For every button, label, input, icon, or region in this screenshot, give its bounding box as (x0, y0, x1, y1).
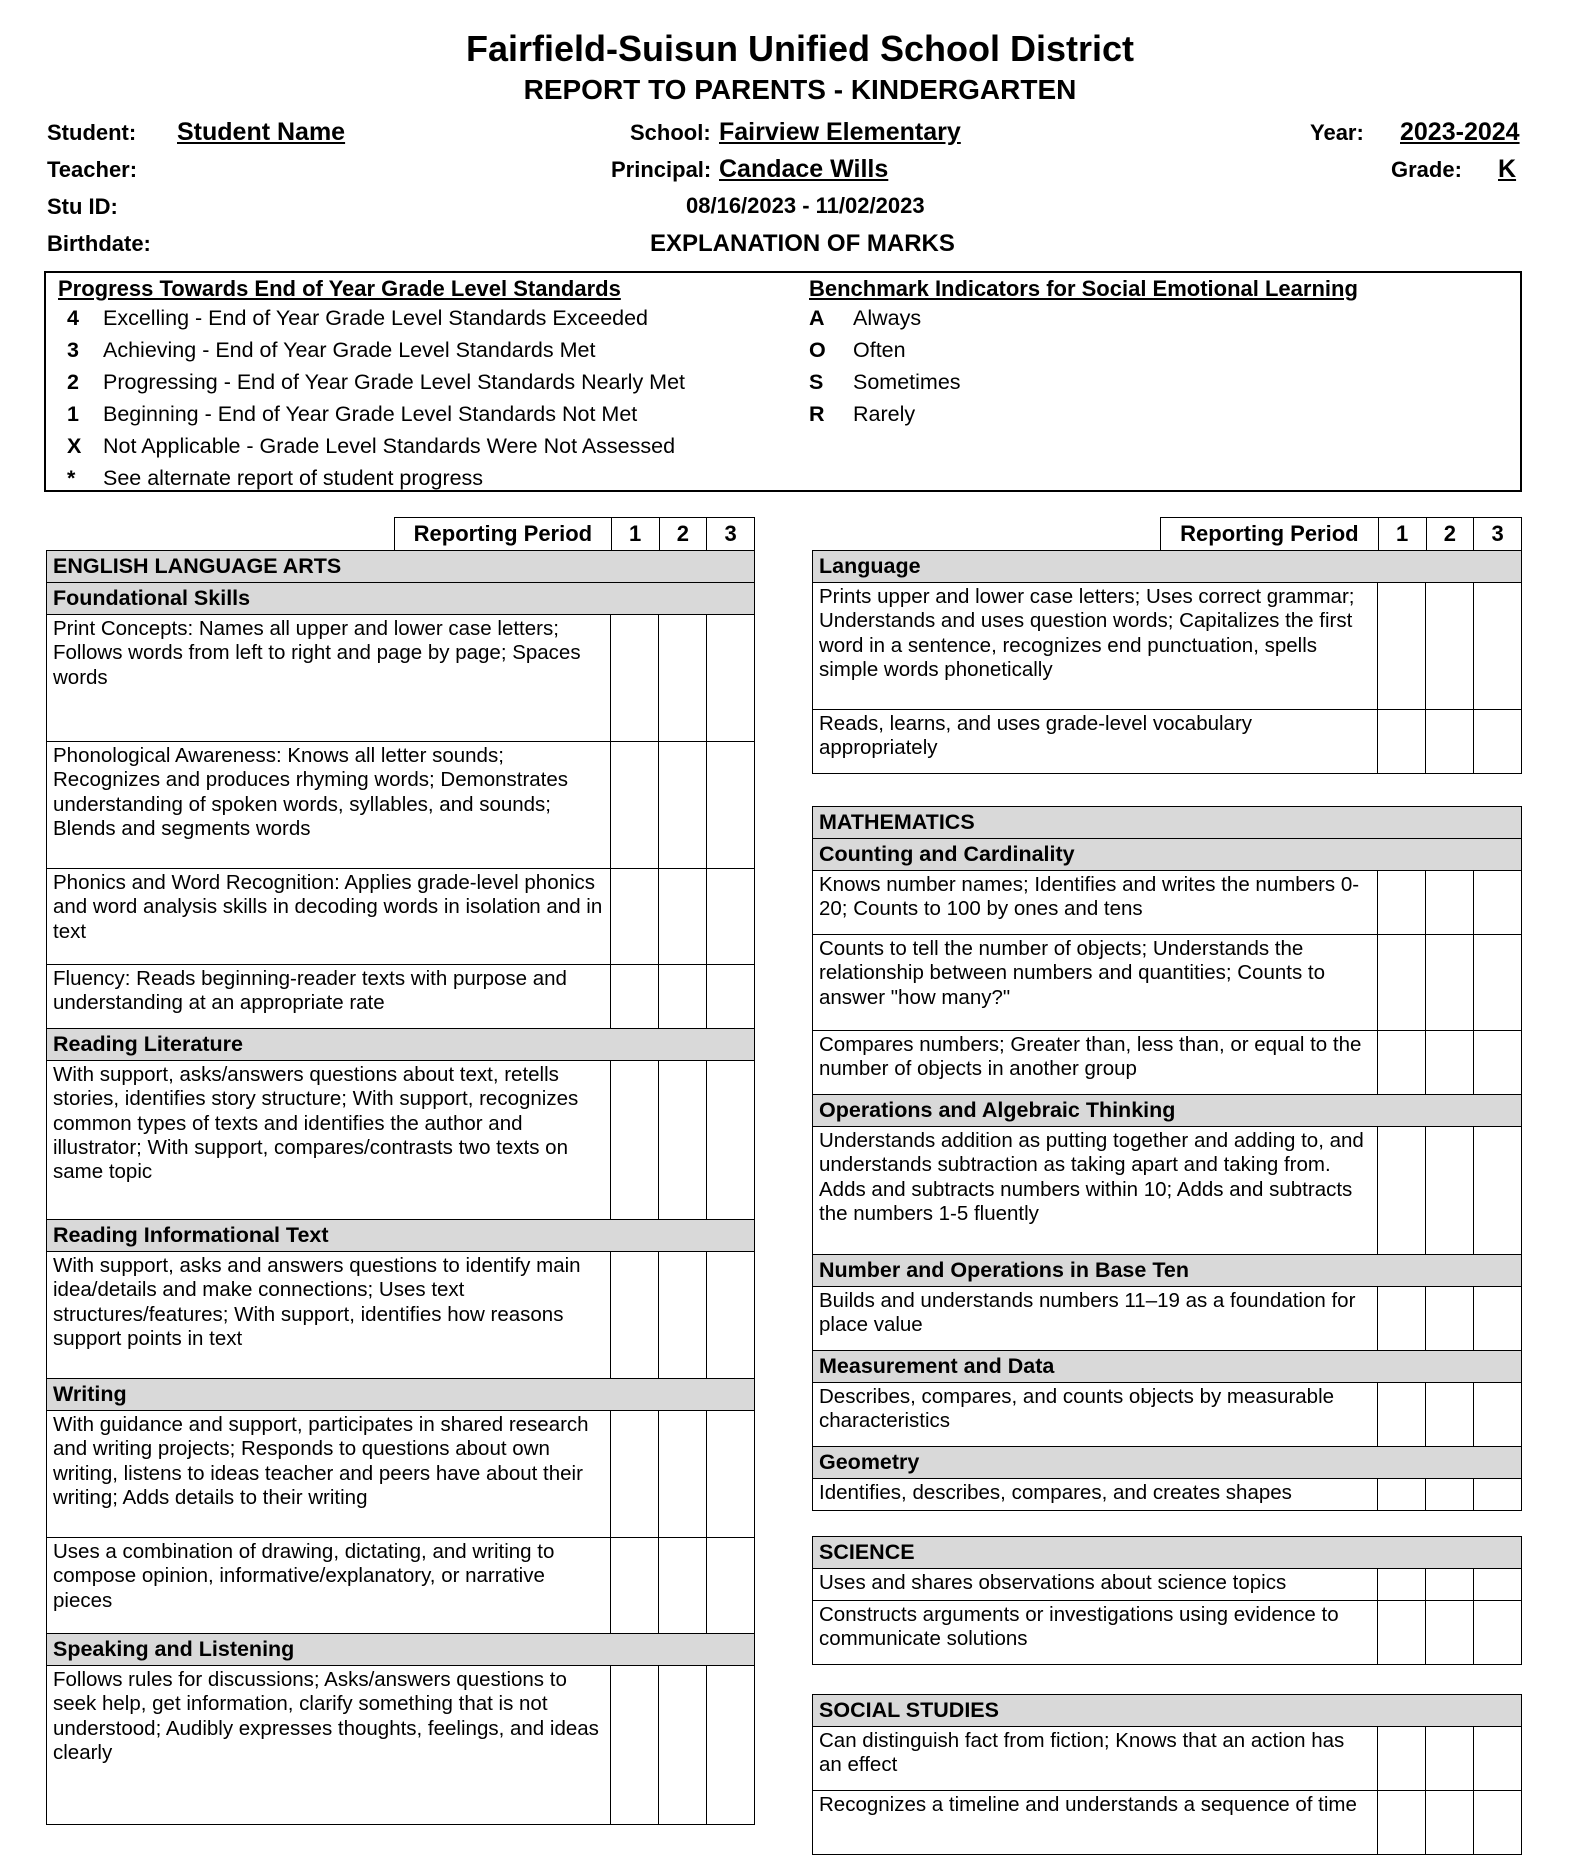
sel-mark-description: Sometimes (853, 370, 961, 394)
standard-row (813, 1127, 1521, 1255)
period-2-label: 2 (1426, 518, 1474, 550)
period-1-mark-cell (610, 1252, 658, 1378)
year-label: Year: (1310, 120, 1364, 145)
standard-description: Describes, compares, and counts objects by measurable characteristics (819, 1385, 1335, 1433)
progress-mark-code: 1 (67, 402, 79, 426)
standard-description: Can distinguish fact from fiction; Knows that an action has an effect (819, 1729, 1345, 1777)
subject-heading: SOCIAL STUDIES (813, 1695, 1521, 1727)
period-2-mark-cell (1425, 871, 1473, 934)
strand-heading: Writing (47, 1379, 754, 1411)
sel-legend-heading: Benchmark Indicators for Social Emotional Learning (809, 276, 1358, 301)
period-2-mark-cell (1425, 583, 1473, 709)
subject-heading: SCIENCE (813, 1537, 1521, 1569)
period-3-label: 3 (1473, 518, 1521, 550)
standard-row (47, 742, 754, 869)
standard-row (47, 965, 754, 1029)
period-1-mark-cell (1377, 1287, 1425, 1350)
period-3-mark-cell (706, 1252, 754, 1378)
period-2-mark-cell (1425, 1569, 1473, 1600)
period-1-mark-cell (1377, 710, 1425, 773)
birthdate-label: Birthdate: (47, 231, 151, 256)
period-1-mark-cell (610, 1061, 658, 1219)
sel-mark-code: R (809, 402, 825, 426)
period-3-mark-cell (1473, 935, 1521, 1030)
standard-description: Counts to tell the number of objects; Understands the relationship between numbers and quantities; Counts to answer "how many?" (819, 937, 1325, 1009)
period-1-mark-cell (1377, 1791, 1425, 1854)
period-3-mark-cell (1473, 1127, 1521, 1254)
period-1-mark-cell (610, 742, 658, 868)
period-2-mark-cell (658, 742, 706, 868)
period-2-mark-cell (1425, 1383, 1473, 1446)
standard-row (47, 615, 754, 742)
sel-mark-code: A (809, 306, 825, 330)
period-3-mark-cell (706, 1061, 754, 1219)
period-3-mark-cell (706, 1538, 754, 1633)
standard-row (813, 1383, 1521, 1447)
standard-row (813, 935, 1521, 1031)
period-2-mark-cell (1425, 1479, 1473, 1510)
reporting-period-header-left (394, 517, 755, 551)
standard-description: Uses a combination of drawing, dictating, and writing to compose opinion, informative/explanatory, or narrative pieces (53, 1540, 555, 1612)
period-2-mark-cell (1425, 935, 1473, 1030)
strand-heading: Geometry (813, 1447, 1521, 1479)
standard-description: Follows rules for discussions; Asks/answers questions to seek help, get information, clarify something that is not understood; Audibly expresses thoughts, feelings, and ideas clearly (53, 1668, 599, 1764)
principal-name: Candace Wills (719, 155, 889, 183)
standard-row (813, 583, 1521, 710)
student-name: Student Name (177, 118, 346, 146)
standard-row (813, 1791, 1521, 1855)
period-2-mark-cell (658, 1061, 706, 1219)
report-title: REPORT TO PARENTS - KINDERGARTEN (523, 74, 1077, 105)
mathematics-table (812, 806, 1522, 1511)
standard-description: Knows number names; Identifies and writes the numbers 0-20; Counts to 100 by ones and tens (819, 873, 1360, 921)
period-1-mark-cell (610, 869, 658, 964)
explanation-heading: EXPLANATION OF MARKS (650, 230, 955, 257)
progress-mark-description: Beginning - End of Year Grade Level Standards Not Met (103, 402, 638, 426)
period-2-mark-cell (1425, 1601, 1473, 1664)
standard-description: Builds and understands numbers 11–19 as a foundation for place value (819, 1289, 1356, 1337)
strand-heading: Measurement and Data (813, 1351, 1521, 1383)
reporting-period-label: Reporting Period (1180, 521, 1359, 546)
period-2-mark-cell (658, 869, 706, 964)
standard-description: Identifies, describes, compares, and creates shapes (819, 1481, 1292, 1504)
standard-description: Recognizes a timeline and understands a sequence of time (819, 1793, 1357, 1816)
standard-description: Constructs arguments or investigations using evidence to communicate solutions (819, 1603, 1339, 1651)
standard-row (813, 1727, 1521, 1791)
period-3-mark-cell (1473, 1791, 1521, 1854)
period-1-mark-cell (1377, 1383, 1425, 1446)
period-2-mark-cell (1425, 1727, 1473, 1790)
principal-label: Principal: (611, 157, 712, 182)
standard-row (813, 1569, 1521, 1601)
period-2-mark-cell (658, 1411, 706, 1537)
period-2-mark-cell (1425, 1127, 1473, 1254)
strand-heading: Speaking and Listening (47, 1634, 754, 1666)
period-2-mark-cell (1425, 1791, 1473, 1854)
period-3-mark-cell (706, 869, 754, 964)
standard-row (813, 1031, 1521, 1095)
progress-mark-code: 4 (67, 306, 79, 330)
subject-heading: MATHEMATICS (813, 807, 1521, 839)
progress-mark-description: Achieving - End of Year Grade Level Standards Met (103, 338, 596, 362)
standard-row (47, 869, 754, 965)
sel-mark-code: O (809, 338, 826, 362)
date-range: 08/16/2023 - 11/02/2023 (686, 193, 925, 218)
period-2-mark-cell (1425, 1287, 1473, 1350)
standard-description: Understands addition as putting together and adding to, and understands subtraction as taking apart and taking from. Adds and subtracts numbers within 10; Adds and subtracts the numbers 1-5 fluently (819, 1129, 1364, 1225)
standard-description: With support, asks/answers questions about text, retells stories, identifies story structure; With support, recognizes common types of texts and identifies the author and illustrator; With support, compares/contrasts two texts on same topic (53, 1063, 579, 1184)
sel-mark-code: S (809, 370, 824, 394)
sel-mark-description: Always (853, 306, 922, 330)
strand-heading: Operations and Algebraic Thinking (813, 1095, 1521, 1127)
progress-mark-description: Not Applicable - Grade Level Standards Were Not Assessed (103, 434, 676, 458)
period-3-mark-cell (706, 1411, 754, 1537)
period-3-mark-cell (706, 615, 754, 741)
social-studies-table (812, 1694, 1522, 1855)
standard-row (47, 1411, 754, 1538)
progress-mark-description: Progressing - End of Year Grade Level Standards Nearly Met (103, 370, 686, 394)
period-2-mark-cell (658, 1666, 706, 1824)
progress-mark-code: X (67, 434, 82, 458)
progress-mark-code: * (67, 466, 76, 490)
progress-mark-description: See alternate report of student progress (103, 466, 484, 490)
period-3-mark-cell (1473, 1383, 1521, 1446)
reporting-period-label: Reporting Period (413, 521, 593, 546)
period-1-mark-cell (1377, 1601, 1425, 1664)
period-3-mark-cell (1473, 1287, 1521, 1350)
standard-row (47, 1666, 754, 1825)
period-3-mark-cell (1473, 710, 1521, 773)
period-1-mark-cell (1377, 583, 1425, 709)
period-3-mark-cell (706, 1666, 754, 1824)
explanation-of-marks-box (44, 271, 1522, 492)
period-1-mark-cell (610, 1666, 658, 1824)
standard-description: Print Concepts: Names all upper and lower case letters; Follows words from left to right and page by page; Spaces words (53, 617, 581, 689)
teacher-label: Teacher: (47, 157, 138, 182)
standard-description: Phonics and Word Recognition: Applies grade-level phonics and word analysis skills in decoding words in isolation and in text (53, 871, 603, 943)
strand-heading: Reading Literature (47, 1029, 754, 1061)
school-name: Fairview Elementary (719, 118, 961, 146)
year-value: 2023-2024 (1400, 118, 1520, 146)
strand-heading: Counting and Cardinality (813, 839, 1521, 871)
period-3-mark-cell (1473, 583, 1521, 709)
period-1-mark-cell (1377, 1031, 1425, 1094)
period-1-mark-cell (1377, 1727, 1425, 1790)
student-label: Student: (47, 120, 137, 145)
period-1-mark-cell (1377, 935, 1425, 1030)
period-2-mark-cell (658, 965, 706, 1028)
period-3-mark-cell (1473, 1569, 1521, 1600)
standard-row (813, 710, 1521, 774)
period-1-mark-cell (610, 965, 658, 1028)
standard-description: Fluency: Reads beginning-reader texts with purpose and understanding at an appropriate rate (53, 967, 567, 1015)
period-2-mark-cell (658, 615, 706, 741)
grade-value: K (1498, 155, 1517, 183)
progress-mark-description: Excelling - End of Year Grade Level Standards Exceeded (103, 306, 649, 330)
period-3-mark-cell (1473, 1601, 1521, 1664)
standard-row (47, 1061, 754, 1220)
standard-description: Reads, learns, and uses grade-level vocabulary appropriately (819, 712, 1253, 760)
period-3-label: 3 (706, 518, 754, 550)
period-1-mark-cell (1377, 1479, 1425, 1510)
standard-row (813, 1287, 1521, 1351)
school-label: School: (630, 120, 711, 145)
progress-mark-code: 2 (67, 370, 79, 394)
strand-heading: Foundational Skills (47, 583, 754, 615)
period-1-mark-cell (610, 1538, 658, 1633)
period-3-mark-cell (1473, 1479, 1521, 1510)
strand-heading: Language (813, 551, 1521, 583)
period-1-label: 1 (1378, 518, 1426, 550)
period-3-mark-cell (1473, 1727, 1521, 1790)
ela-table (46, 550, 755, 1825)
language-table (812, 550, 1522, 774)
period-1-label: 1 (611, 518, 659, 550)
standard-description: Phonological Awareness: Knows all letter sounds; Recognizes and produces rhyming words; Demonstrates understanding of spoken words, syllables, and sounds; Blends and segments words (53, 744, 569, 840)
standard-row (813, 871, 1521, 935)
standard-row (47, 1252, 754, 1379)
standard-row (813, 1601, 1521, 1665)
strand-heading: Number and Operations in Base Ten (813, 1255, 1521, 1287)
progress-mark-code: 3 (67, 338, 79, 362)
standard-row (47, 1538, 754, 1634)
sel-mark-description: Often (853, 338, 906, 362)
standard-description: Compares numbers; Greater than, less than, or equal to the number of objects in another group (819, 1033, 1362, 1081)
stu-id-label: Stu ID: (47, 194, 118, 219)
period-2-label: 2 (659, 518, 707, 550)
grade-label: Grade: (1391, 157, 1462, 182)
standard-description: With guidance and support, participates in shared research and writing projects; Responds to questions about own writing, listens to ideas teacher and peers have about their writing; Adds details to their writing (53, 1413, 589, 1509)
science-table (812, 1536, 1522, 1665)
period-2-mark-cell (658, 1252, 706, 1378)
progress-legend-heading: Progress Towards End of Year Grade Level Standards (58, 276, 621, 301)
period-3-mark-cell (706, 742, 754, 868)
period-2-mark-cell (658, 1538, 706, 1633)
period-1-mark-cell (1377, 1127, 1425, 1254)
period-1-mark-cell (1377, 871, 1425, 934)
reporting-period-header-right (1160, 517, 1522, 551)
strand-heading: Reading Informational Text (47, 1220, 754, 1252)
sel-mark-description: Rarely (853, 402, 916, 426)
standard-row (813, 1479, 1521, 1511)
period-1-mark-cell (610, 615, 658, 741)
standard-description: With support, asks and answers questions to identify main idea/details and make connections; Uses text structures/features; With support, identifies how reasons support points in text (53, 1254, 581, 1350)
period-3-mark-cell (706, 965, 754, 1028)
standard-description: Prints upper and lower case letters; Uses correct grammar; Understands and uses question words; Capitalizes the first word in a sentence, recognizes end punctuation, spells simple words phonetically (819, 585, 1355, 681)
subject-heading: ENGLISH LANGUAGE ARTS (47, 551, 754, 583)
period-3-mark-cell (1473, 1031, 1521, 1094)
standard-description: Uses and shares observations about science topics (819, 1571, 1287, 1594)
period-2-mark-cell (1425, 1031, 1473, 1094)
district-title: Fairfield-Suisun Unified School District (465, 28, 1135, 69)
period-3-mark-cell (1473, 871, 1521, 934)
period-1-mark-cell (1377, 1569, 1425, 1600)
period-1-mark-cell (610, 1411, 658, 1537)
period-2-mark-cell (1425, 710, 1473, 773)
